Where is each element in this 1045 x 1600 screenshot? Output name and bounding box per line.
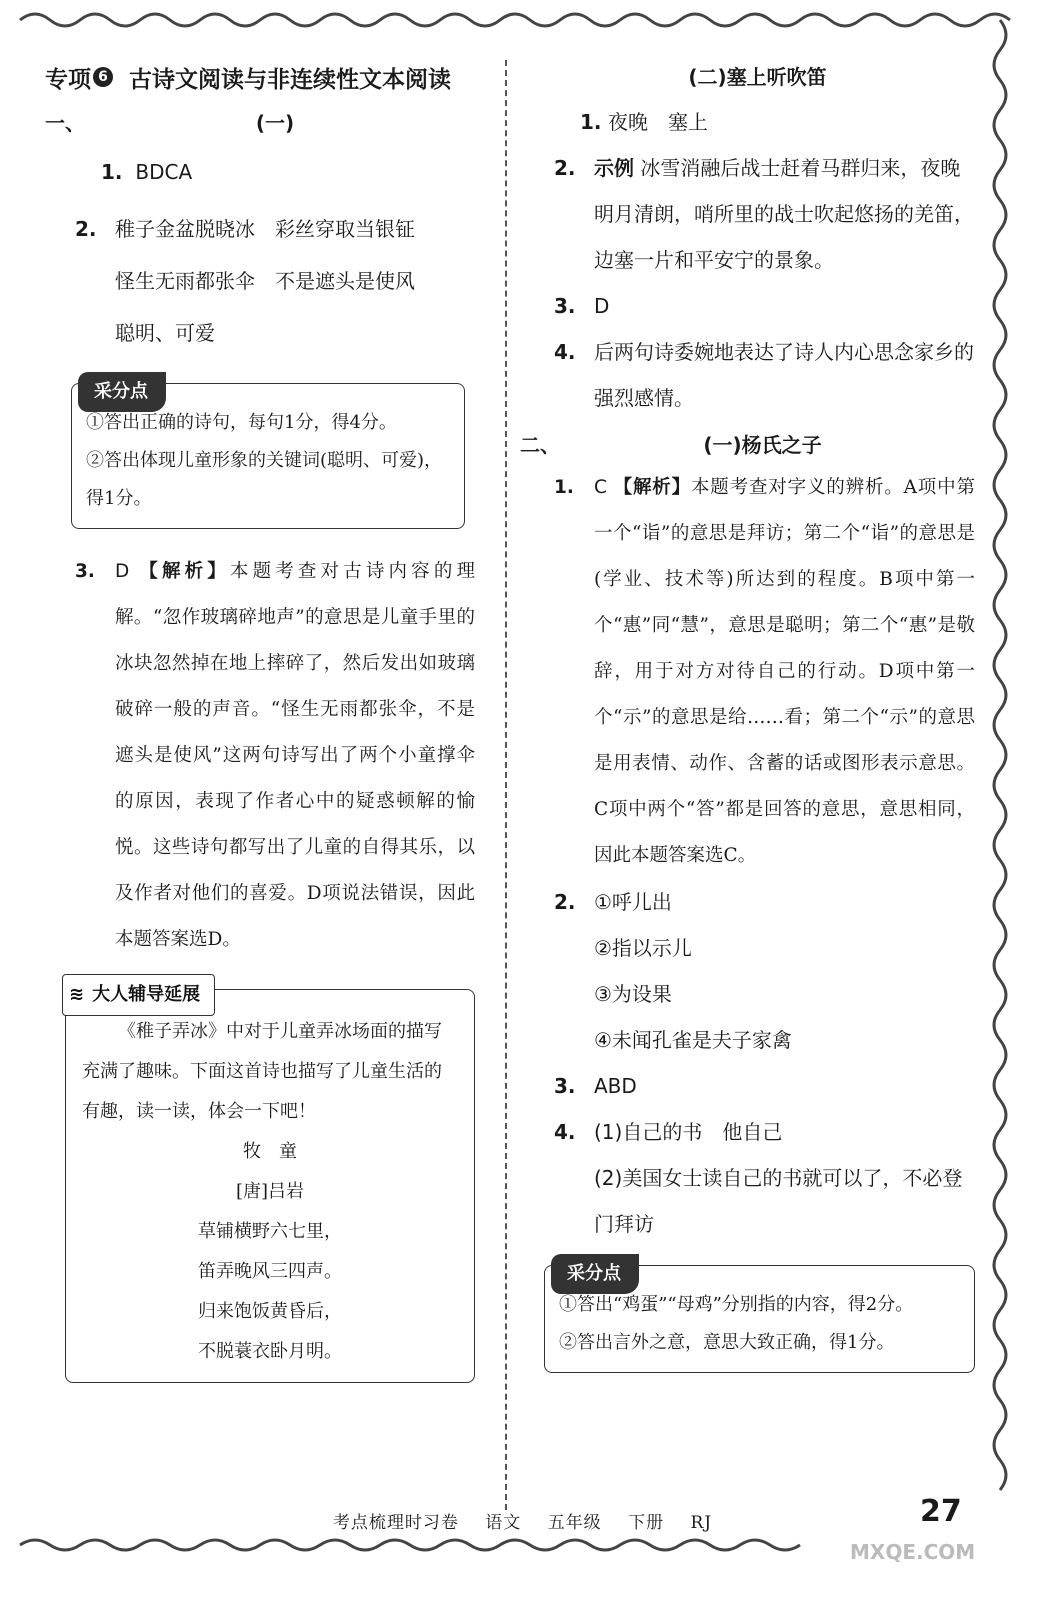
question-number: 4.: [554, 340, 576, 364]
poem-line: 草铺横野六七里，: [198, 1221, 342, 1242]
poem-line: 不脱蓑衣卧月明。: [198, 1341, 342, 1362]
scoring-points-label: 采分点: [78, 372, 166, 412]
page-title: [45, 55, 475, 99]
poem-line: 归来饱饭黄昏后，: [198, 1301, 342, 1322]
footer-grade: 五年级: [547, 1513, 602, 1533]
example-tag: 示例: [594, 156, 634, 180]
answer-c1: [540, 465, 975, 879]
question-number: 2.: [554, 156, 576, 180]
answer-b4: [540, 329, 975, 421]
answer-letter: D: [115, 561, 130, 582]
section-subheading: (一): [255, 110, 295, 135]
scoring-points-label: 采分点: [551, 1254, 639, 1294]
question-number: 1.: [554, 477, 574, 498]
left-column: [45, 55, 475, 1383]
watermark: MXQE.COM: [850, 1540, 976, 1564]
poem-line: 笛弄晚风三四声。: [198, 1261, 342, 1282]
parent-guidance-box: [65, 984, 475, 1383]
title-text: 古诗文阅读与非连续性文本阅读: [129, 66, 451, 93]
answer-letter: C: [594, 477, 607, 498]
column-divider: [505, 60, 507, 1510]
page-number: 27: [920, 1494, 962, 1529]
section-heading-1: [45, 99, 475, 143]
parent-guidance-label: ≋ 大人辅导延展: [62, 974, 215, 1016]
answer-c2: [540, 879, 975, 1063]
answer-text: ABD: [594, 1074, 637, 1098]
answer-text: 冰雪消融后战士赶着马群归来，夜晚明月清朗，哨所里的战士吹起悠扬的羌笛，边塞一片和平安宁的景象。: [594, 156, 974, 272]
question-number: 1.: [580, 110, 602, 134]
answer-b1: [540, 99, 975, 145]
scoring-line: ②答出体现儿童形象的关键词(聪明、可爱)，得1分。: [86, 450, 443, 509]
answer-line: 稚子金盆脱晓冰 彩丝穿取当银钲: [115, 217, 415, 241]
guidance-intro: 《稚子弄冰》中对于儿童弄冰场面的描写充满了趣味。下面这首诗也描写了儿童生活的有趣，读一读，体会一下吧！: [82, 1021, 442, 1122]
answer-b3: [540, 283, 975, 329]
answer-c3: [540, 1063, 975, 1109]
answer-text: 后两句诗委婉地表达了诗人内心思念家乡的强烈感情。: [594, 340, 974, 410]
question-number: 2.: [554, 890, 576, 914]
answer-text: 夜晚 塞上: [608, 110, 708, 134]
answer-text: D: [594, 294, 610, 318]
poem-title: 牧 童: [243, 1141, 297, 1162]
section-subheading: (一)杨氏之子: [703, 432, 822, 457]
footer-volume: 下册: [628, 1513, 665, 1533]
scoring-line: ①答出“鸡蛋”“母鸡”分别指的内容，得2分。: [559, 1294, 914, 1315]
answer-line: 聪明、可爱: [115, 321, 215, 345]
analysis-text: 本题考查对古诗内容的理解。“忽作玻璃碎地声”的意思是儿童手里的冰块忽然掉在地上摔碎了，然后发出如玻璃破碎一般的声音。“怪生无雨都张伞，不是遮头是使风”这两句诗写出了两个小童撑伞的原因，表现了作者心中的疑惑顿解的愉悦。这些诗句都写出了儿童的自得其乐，以及作者对他们的喜爱。D项说法错误，因此本题答案选D。: [115, 561, 475, 950]
page-footer: [0, 1508, 1045, 1533]
scoring-points-box-2: [544, 1265, 975, 1373]
answer-item: ④未闻孔雀是夫子家禽: [594, 1028, 792, 1052]
answer-item: ③为设果: [594, 982, 672, 1006]
answer-3: [45, 549, 475, 963]
footer-book: 考点梳理时习卷: [332, 1513, 459, 1533]
poem-author: [唐]吕岩: [235, 1181, 305, 1202]
question-number: 3.: [554, 294, 576, 318]
question-number: 2.: [75, 217, 97, 241]
scoring-line: ②答出言外之意，意思大致正确，得1分。: [559, 1332, 895, 1353]
answer-1: [45, 149, 475, 195]
wave-icon: ≋: [69, 984, 85, 1005]
title-prefix: 专项: [45, 66, 91, 93]
scoring-line: ①答出正确的诗句，每句1分，得4分。: [86, 412, 397, 433]
answer-line: 怪生无雨都张伞 不是遮头是使风: [115, 269, 415, 293]
scoring-points-box: [71, 383, 465, 529]
answer-item: ②指以示儿: [594, 936, 692, 960]
section-heading-2: [520, 421, 975, 465]
question-number: 3.: [75, 561, 95, 582]
answer-2: [45, 203, 475, 359]
analysis-text: 本题考查对字义的辨析。A项中第一个“诣”的意思是拜访；第二个“诣”的意思是(学业、技术等)所达到的程度。B项中第一个“惠”同“慧”，意思是聪明；第二个“惠”是敬辞，用于对方对待自己的行动。D项中第一个“示”的意思是给……看；第二个“示”的意思是用表情、动作、含蓄的话或图形表示意思。C项中两个“答”都是回答的意思，意思相同，因此本题答案选C。: [594, 477, 975, 866]
section-number: 一、: [45, 110, 85, 135]
question-number: 3.: [554, 1074, 576, 1098]
answer-line: (2)美国女士读自己的书就可以了，不必登门拜访: [594, 1166, 963, 1236]
question-number: 1.: [101, 160, 123, 184]
section-number: 二、: [520, 432, 560, 457]
analysis-tag: 【解析】: [139, 561, 230, 582]
analysis-tag: 【解析】: [613, 477, 691, 498]
footer-edition: RJ: [690, 1513, 713, 1533]
answer-b2: [540, 145, 975, 283]
subsection-heading: (二)塞上听吹笛: [688, 65, 827, 89]
footer-subject: 语文: [485, 1513, 522, 1533]
answer-line: (1)自己的书 他自己: [594, 1120, 783, 1144]
right-column: [520, 55, 975, 1373]
answer-text: BDCA: [135, 160, 193, 184]
answer-item: ①呼儿出: [594, 890, 672, 914]
answer-c4: [540, 1109, 975, 1247]
question-number: 4.: [554, 1120, 576, 1144]
section-number-badge: 6: [93, 67, 113, 87]
poem: [82, 1132, 458, 1372]
